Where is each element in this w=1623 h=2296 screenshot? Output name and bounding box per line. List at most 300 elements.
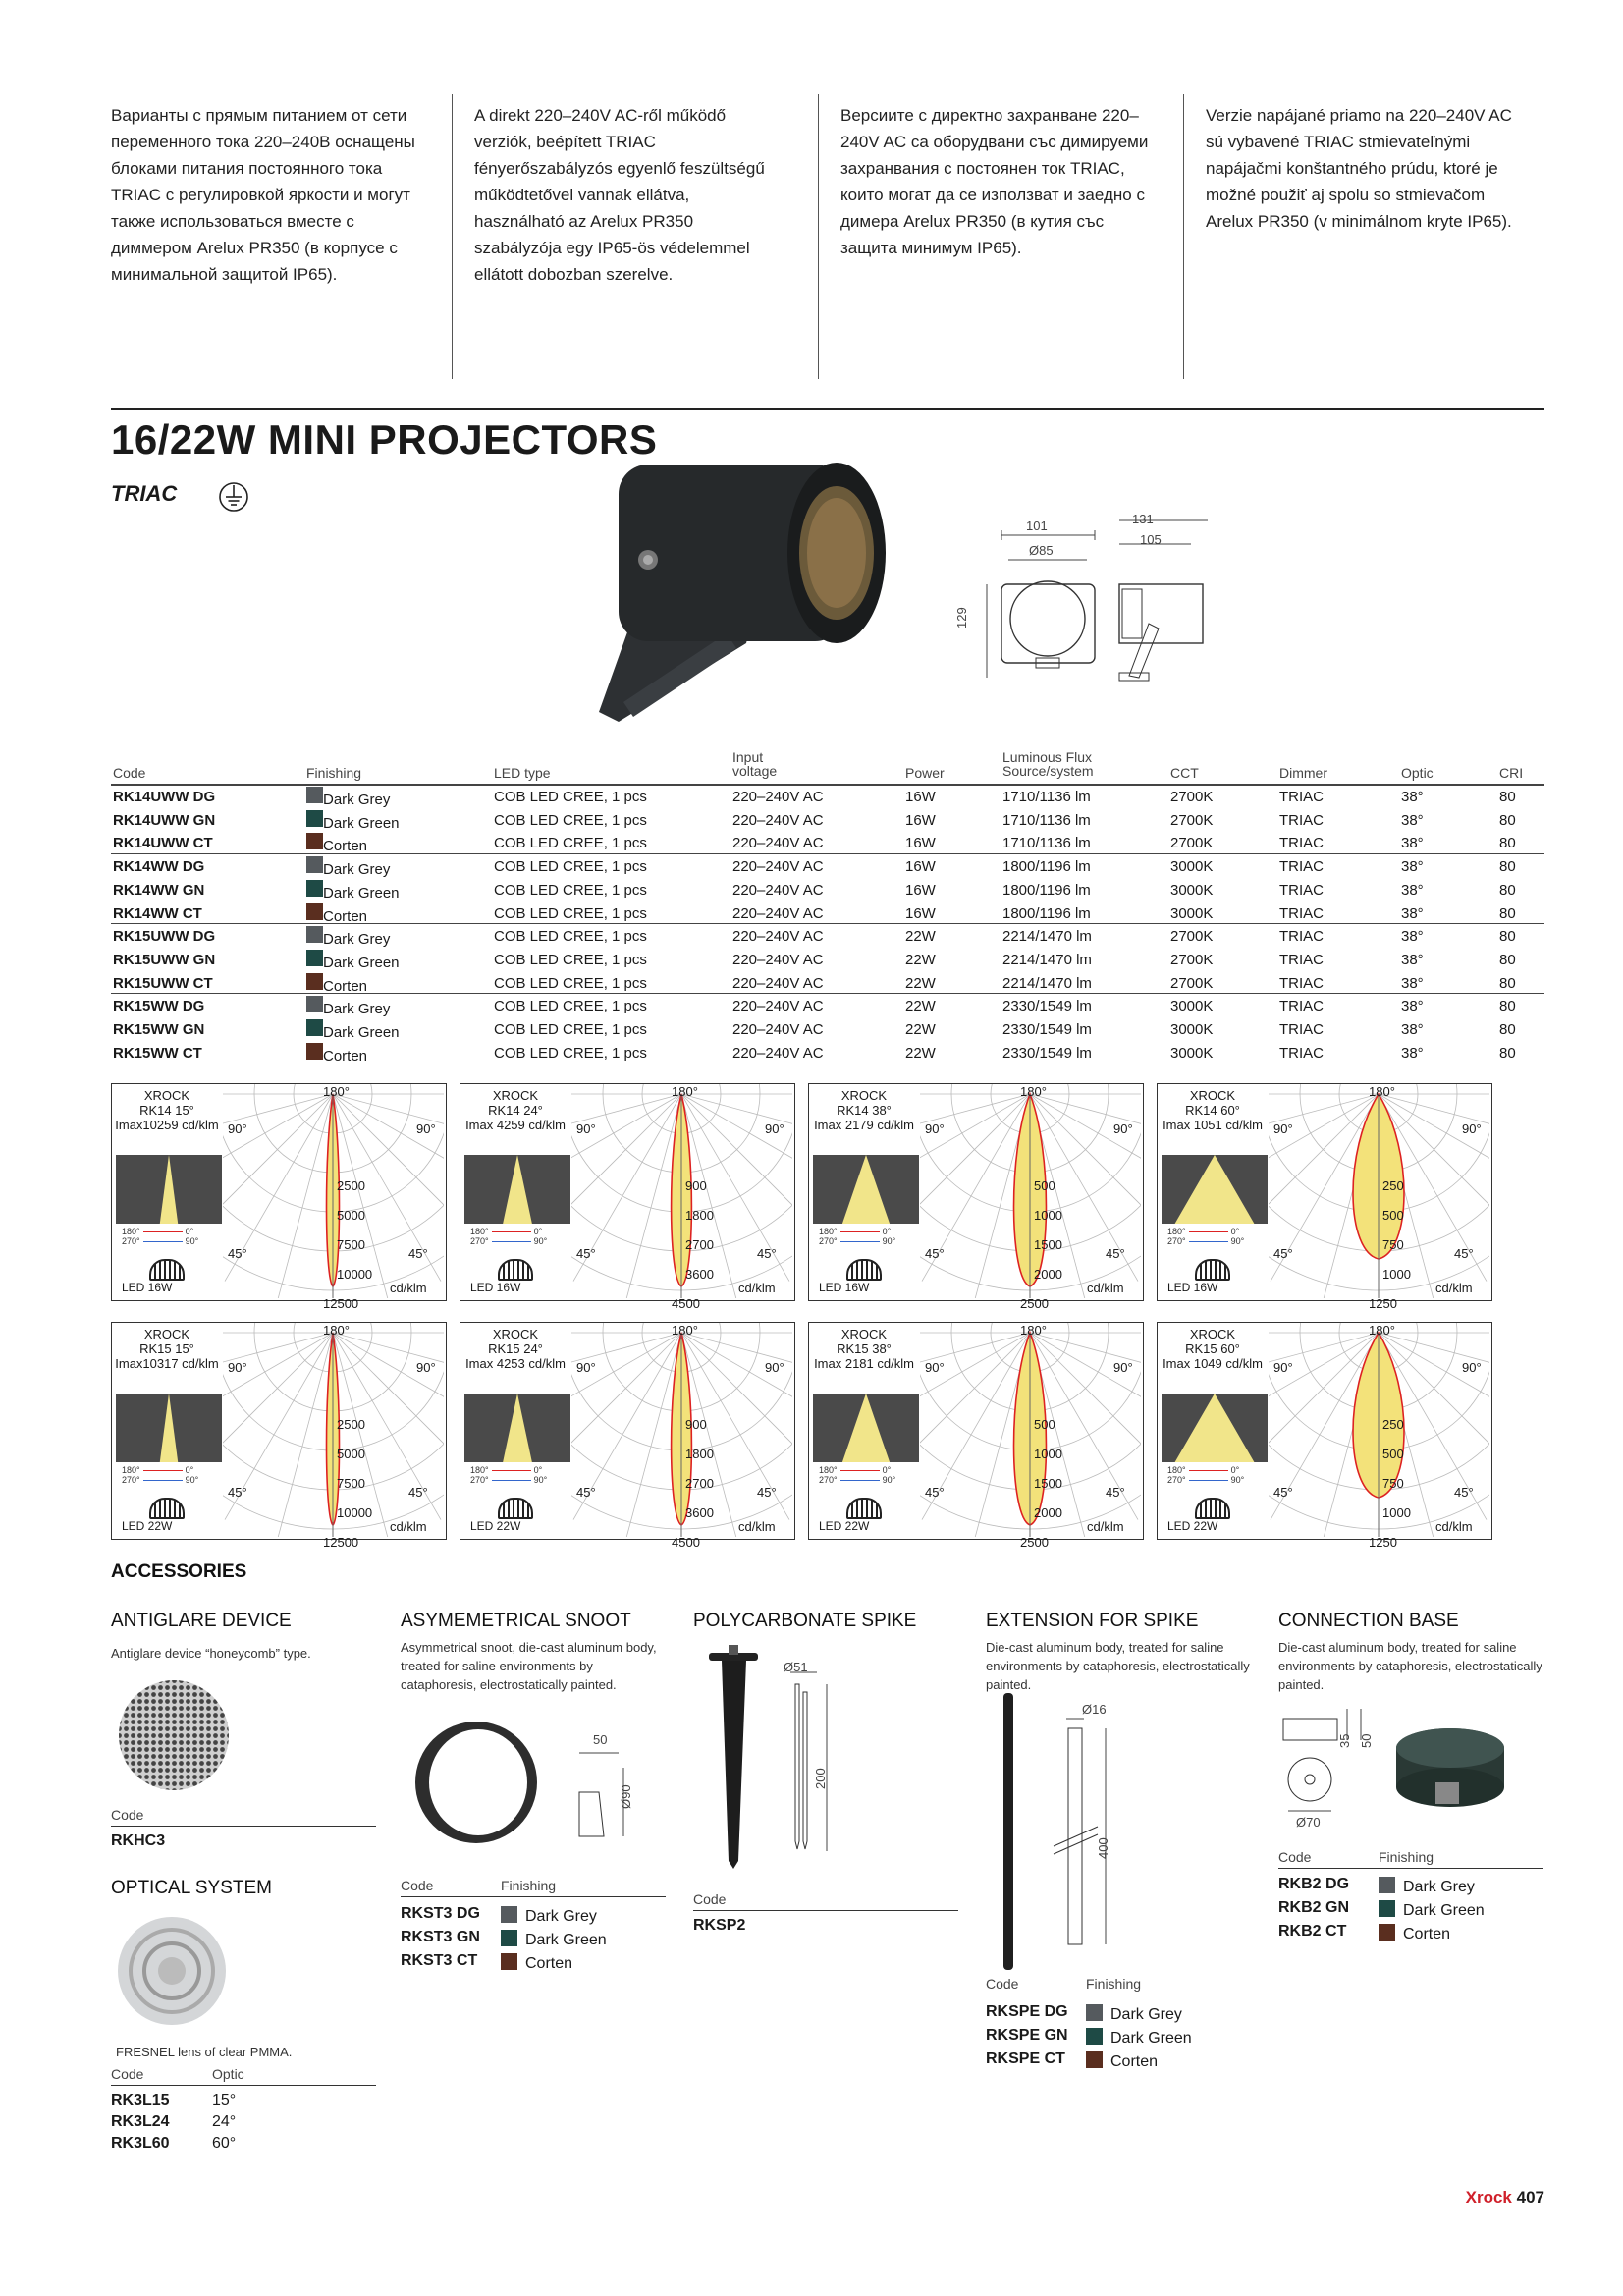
ring-label: 3600 <box>685 1267 714 1282</box>
ring-label: 10000 <box>337 1267 373 1282</box>
cell-optic: 38° <box>1401 951 1424 968</box>
beam-preview <box>813 1155 919 1224</box>
spike-code: RKSP2 <box>693 1917 746 1934</box>
ring-label: 10000 <box>337 1505 373 1520</box>
cell-volt: 220–240V AC <box>732 835 824 852</box>
cell-code: RK15WW DG <box>113 998 205 1015</box>
table-row <box>111 786 1544 808</box>
angle-top: 180° <box>1020 1323 1047 1338</box>
cell-dim: TRIAC <box>1279 974 1324 992</box>
legend-red-line <box>1189 1231 1228 1232</box>
optical-code: RK3L24 <box>111 2113 170 2130</box>
cell-flux: 2214/1470 lm <box>1002 974 1092 992</box>
beam-preview <box>116 1394 222 1462</box>
cell-cri: 80 <box>1499 1044 1516 1062</box>
ring-label: 1800 <box>685 1447 714 1461</box>
panel-model: RK15 60° <box>1185 1341 1240 1356</box>
accessory-code: RKSPE DG <box>986 2003 1068 2020</box>
legend-row <box>819 1475 895 1485</box>
ring-label: 5000 <box>337 1447 365 1461</box>
legend-row <box>819 1236 895 1246</box>
photometric-panel <box>808 1322 1144 1550</box>
beam-cone <box>116 1155 222 1224</box>
cell-code: RK14UWW CT <box>113 835 213 852</box>
accessory-code: RKST3 CT <box>401 1952 478 1969</box>
panel-led: LED 22W <box>470 1519 521 1533</box>
legend-d: 90° <box>1230 1475 1245 1485</box>
cell-dim: TRIAC <box>1279 998 1324 1015</box>
panel-imax: Imax10259 cd/klm <box>115 1118 219 1132</box>
led-icon <box>149 1498 185 1519</box>
cell-finish: Corten <box>323 907 368 925</box>
accessories-title: ACCESSORIES <box>111 1561 247 1582</box>
angle-right: 90° <box>1462 1360 1482 1375</box>
legend-b: 0° <box>882 1465 892 1475</box>
cell-optic: 38° <box>1401 789 1424 805</box>
cell-power: 22W <box>905 1021 936 1038</box>
cell-volt: 220–240V AC <box>732 998 824 1015</box>
th-code: Code <box>113 765 146 781</box>
legend-a: 180° <box>1167 1465 1186 1475</box>
cell-finish: Corten <box>323 977 368 995</box>
cell-led: COB LED CREE, 1 pcs <box>494 789 647 805</box>
cell-flux: 2330/1549 lm <box>1002 1044 1092 1062</box>
cell-finish: Dark Green <box>323 814 400 832</box>
polar-diagram <box>920 1084 1141 1298</box>
panel-led: LED 22W <box>819 1519 870 1533</box>
legend-red-line <box>492 1470 531 1471</box>
cell-code: RK15WW CT <box>113 1044 202 1062</box>
angle-top: 180° <box>323 1323 350 1338</box>
cell-finish: Dark Green <box>323 1024 400 1041</box>
cell-led: COB LED CREE, 1 pcs <box>494 1044 647 1062</box>
unit-label: cd/klm <box>1087 1281 1124 1295</box>
angle-right: 90° <box>1462 1121 1482 1136</box>
cell-cct: 2700K <box>1170 951 1214 968</box>
cell-cct: 3000K <box>1170 1044 1214 1062</box>
cell-flux: 2330/1549 lm <box>1002 1021 1092 1038</box>
ring-label: 750 <box>1382 1476 1404 1491</box>
panel-legend <box>122 1227 198 1246</box>
panel-legend <box>819 1465 895 1485</box>
angle-low-right: 45° <box>1106 1246 1125 1261</box>
ring-label: 2000 <box>1034 1505 1062 1520</box>
finish-swatch <box>306 1019 323 1036</box>
angle-left: 90° <box>925 1121 945 1136</box>
ring-label: 2700 <box>685 1476 714 1491</box>
photometric-panel <box>460 1083 795 1311</box>
column-divider <box>818 94 819 379</box>
cell-flux: 1710/1136 lm <box>1002 811 1091 829</box>
optical-code: RK3L60 <box>111 2135 170 2152</box>
legend-a: 180° <box>1167 1227 1186 1236</box>
cell-flux: 2330/1549 lm <box>1002 998 1092 1015</box>
led-icon <box>846 1498 882 1519</box>
led-icon <box>149 1259 185 1281</box>
panel-label <box>112 1327 222 1371</box>
ring-label: 2500 <box>1020 1296 1049 1311</box>
snoot-desc: Asymmetrical snoot, die-cast aluminum body, treated for saline environments by cataphoresis, electrostatically painted. <box>401 1640 657 1692</box>
optical-code: RK3L15 <box>111 2092 170 2108</box>
extension-image <box>990 1689 1147 1974</box>
unit-label: cd/klm <box>1435 1281 1473 1295</box>
cell-volt: 220–240V AC <box>732 974 824 992</box>
cell-dim: TRIAC <box>1279 1021 1324 1038</box>
ring-label: 1000 <box>1034 1208 1062 1223</box>
panel-legend <box>470 1227 547 1246</box>
dim-depth: 105 <box>1140 532 1162 547</box>
ring-label: 1000 <box>1382 1267 1411 1282</box>
cell-volt: 220–240V AC <box>732 951 824 968</box>
cell-code: RK14UWW GN <box>113 811 216 829</box>
panel-imax: Imax 4253 cd/klm <box>465 1356 566 1371</box>
panel-brand: XROCK <box>492 1088 539 1103</box>
legend-d: 90° <box>185 1236 199 1246</box>
accessory-code: RKST3 DG <box>401 1905 480 1922</box>
accessory-code: RKB2 GN <box>1278 1899 1350 1916</box>
polar-diagram <box>223 1323 444 1537</box>
panel-label <box>1158 1327 1268 1371</box>
panel-model: RK14 60° <box>1185 1103 1240 1118</box>
cell-cri: 80 <box>1499 904 1516 922</box>
cell-led: COB LED CREE, 1 pcs <box>494 951 647 968</box>
cell-finish: Dark Green <box>323 954 400 971</box>
ring-label: 1250 <box>1369 1535 1397 1550</box>
table-row <box>111 925 1544 948</box>
legend-b: 0° <box>533 1465 543 1475</box>
snoot-rule <box>401 1896 666 1897</box>
beam-preview <box>1162 1394 1268 1462</box>
legend-blue-line <box>1189 1480 1228 1481</box>
table-row <box>111 949 1544 971</box>
intro-text-ru: Варианты с прямым питанием от сети переменного тока 220–240В оснащены блоками питания постоянного тока TRIAC с регулировкой яркости и могут также использоваться вместе с диммером Arelux PR350 (в корпусе с минимальной защитой IP65). <box>111 106 415 284</box>
base-finishing-label: Finishing <box>1379 1849 1434 1865</box>
base-dim-d: Ø70 <box>1296 1815 1321 1830</box>
panel-label <box>1158 1088 1268 1132</box>
legend-row <box>122 1475 198 1485</box>
table-row <box>111 879 1544 902</box>
polar-diagram <box>1269 1084 1489 1298</box>
panel-imax: Imax 4259 cd/klm <box>465 1118 566 1132</box>
legend-b: 0° <box>185 1465 194 1475</box>
ring-label: 2500 <box>337 1178 365 1193</box>
cell-finish: Corten <box>323 838 368 855</box>
accessory-code: RKSPE CT <box>986 2050 1065 2067</box>
legend-d: 90° <box>533 1475 548 1485</box>
panel-brand: XROCK <box>1189 1327 1236 1341</box>
spike-image <box>697 1645 854 1871</box>
ring-label: 7500 <box>337 1476 365 1491</box>
legend-red-line <box>143 1470 183 1471</box>
ring-label: 1000 <box>1382 1505 1411 1520</box>
finish-swatch <box>306 833 323 849</box>
angle-left: 90° <box>1273 1360 1293 1375</box>
photometric-panel <box>111 1083 447 1311</box>
cell-code: RK15UWW CT <box>113 974 213 992</box>
cell-flux: 1800/1196 lm <box>1002 858 1091 876</box>
spike-dim-h: 200 <box>813 1768 828 1789</box>
table-row <box>111 972 1544 995</box>
legend-c: 270° <box>1167 1236 1186 1246</box>
photometric-panel <box>111 1322 447 1550</box>
optical-desc: FRESNEL lens of clear PMMA. <box>116 2045 293 2059</box>
cell-optic: 38° <box>1401 998 1424 1015</box>
cell-code: RK15WW GN <box>113 1021 205 1038</box>
cell-power: 16W <box>905 881 936 899</box>
cell-dim: TRIAC <box>1279 881 1324 899</box>
accessory-code: RKSPE GN <box>986 2027 1068 2044</box>
cell-power: 22W <box>905 998 936 1015</box>
th-flux: Luminous Flux <box>1002 749 1093 765</box>
ring-label: 500 <box>1382 1208 1404 1223</box>
angle-low-right: 45° <box>408 1246 428 1261</box>
accessory-code: RKB2 CT <box>1278 1923 1347 1940</box>
cell-cri: 80 <box>1499 998 1516 1015</box>
angle-top: 180° <box>1369 1084 1395 1099</box>
polar-diagram <box>223 1084 444 1298</box>
th-input: Input <box>732 749 764 765</box>
cell-dim: TRIAC <box>1279 951 1324 968</box>
ring-label: 5000 <box>337 1208 365 1223</box>
cell-cri: 80 <box>1499 858 1516 876</box>
finish-swatch <box>306 926 323 943</box>
panel-model: RK14 15° <box>139 1103 194 1118</box>
legend-row <box>470 1475 547 1485</box>
ring-label: 2500 <box>1020 1535 1049 1550</box>
panel-legend <box>1167 1465 1244 1485</box>
cell-power: 16W <box>905 835 936 852</box>
cell-led: COB LED CREE, 1 pcs <box>494 974 647 992</box>
accessory-finish: Dark Grey <box>1110 2006 1182 2023</box>
cell-dim: TRIAC <box>1279 904 1324 922</box>
th-voltage: voltage <box>732 763 778 779</box>
th-optic: Optic <box>1401 765 1434 781</box>
base-code-label: Code <box>1278 1849 1312 1865</box>
legend-b: 0° <box>1230 1227 1240 1236</box>
base-desc: Die-cast aluminum body, treated for saline environments by cataphoresis, electrostatically painted. <box>1278 1640 1542 1692</box>
angle-low-left: 45° <box>576 1485 596 1500</box>
finish-swatch <box>306 903 323 920</box>
angle-low-left: 45° <box>228 1485 247 1500</box>
legend-d: 90° <box>882 1475 896 1485</box>
angle-low-left: 45° <box>1273 1246 1293 1261</box>
legend-c: 270° <box>122 1236 140 1246</box>
cell-finish: Dark Grey <box>323 792 391 808</box>
accessory-code: RKST3 GN <box>401 1929 480 1945</box>
beam-preview <box>813 1394 919 1462</box>
beam-preview <box>116 1155 222 1224</box>
page-title: 16/22W MINI PROJECTORS <box>111 416 658 463</box>
table-row <box>111 809 1544 832</box>
cell-cri: 80 <box>1499 881 1516 899</box>
cell-cct: 2700K <box>1170 835 1214 852</box>
legend-b: 0° <box>185 1227 194 1236</box>
angle-top: 180° <box>672 1084 698 1099</box>
legend-row <box>470 1465 547 1475</box>
legend-row <box>470 1227 547 1236</box>
beam-cone <box>1162 1155 1268 1224</box>
panel-brand: XROCK <box>840 1088 888 1103</box>
base-dim-a: 35 <box>1337 1733 1352 1748</box>
angle-top: 180° <box>1020 1084 1047 1099</box>
finish-swatch <box>1086 2051 1103 2068</box>
spike-rule <box>693 1910 958 1911</box>
optical-title: OPTICAL SYSTEM <box>111 1878 272 1898</box>
cell-power: 22W <box>905 974 936 992</box>
cell-cri: 80 <box>1499 974 1516 992</box>
ring-label: 900 <box>685 1417 707 1432</box>
cell-optic: 38° <box>1401 858 1424 876</box>
cell-volt: 220–240V AC <box>732 1044 824 1062</box>
ring-label: 750 <box>1382 1237 1404 1252</box>
table-row <box>111 902 1544 925</box>
unit-label: cd/klm <box>390 1519 427 1534</box>
legend-b: 0° <box>533 1227 543 1236</box>
panel-imax: Imax 2179 cd/klm <box>814 1118 914 1132</box>
snoot-finishing-label: Finishing <box>501 1878 557 1893</box>
th-power: Power <box>905 765 945 781</box>
cell-code: RK14WW DG <box>113 858 205 876</box>
beam-cone <box>813 1155 919 1224</box>
legend-d: 90° <box>533 1236 548 1246</box>
ring-label: 3600 <box>685 1505 714 1520</box>
extension-title: EXTENSION FOR SPIKE <box>986 1611 1199 1631</box>
angle-low-left: 45° <box>925 1485 945 1500</box>
cell-code: RK14UWW DG <box>113 789 216 805</box>
angle-right: 90° <box>1113 1360 1133 1375</box>
subtitle-triac: TRIAC <box>111 481 178 506</box>
cell-cct: 3000K <box>1170 904 1214 922</box>
th-finishing: Finishing <box>306 765 362 781</box>
panel-legend <box>470 1465 547 1485</box>
led-icon <box>498 1498 533 1519</box>
angle-low-left: 45° <box>228 1246 247 1261</box>
extension-code-label: Code <box>986 1976 1019 1992</box>
legend-blue-line <box>143 1241 183 1242</box>
optical-angle: 60° <box>212 2135 237 2152</box>
cell-optic: 38° <box>1401 835 1424 852</box>
snoot-title: ASYMEMETRICAL SNOOT <box>401 1611 631 1631</box>
legend-c: 270° <box>470 1475 489 1485</box>
cell-cct: 2700K <box>1170 928 1214 946</box>
cell-cri: 80 <box>1499 1021 1516 1038</box>
ring-label: 2500 <box>337 1417 365 1432</box>
finish-swatch <box>306 810 323 827</box>
ring-label: 500 <box>1382 1447 1404 1461</box>
extension-dim-d: Ø16 <box>1082 1702 1107 1717</box>
photometric-panel <box>460 1322 795 1550</box>
legend-row <box>122 1227 198 1236</box>
angle-top: 180° <box>1369 1323 1395 1338</box>
cell-volt: 220–240V AC <box>732 881 824 899</box>
cell-optic: 38° <box>1401 974 1424 992</box>
cell-cct: 2700K <box>1170 974 1214 992</box>
cell-dim: TRIAC <box>1279 811 1324 829</box>
cell-cri: 80 <box>1499 811 1516 829</box>
panel-label <box>460 1088 570 1132</box>
finish-swatch <box>1379 1877 1395 1893</box>
angle-low-right: 45° <box>757 1246 777 1261</box>
cell-volt: 220–240V AC <box>732 904 824 922</box>
th-cct: CCT <box>1170 765 1199 781</box>
angle-top: 180° <box>323 1084 350 1099</box>
cell-cri: 80 <box>1499 951 1516 968</box>
angle-left: 90° <box>576 1121 596 1136</box>
legend-row <box>1167 1475 1244 1485</box>
dim-depth-total: 131 <box>1132 512 1154 526</box>
panel-model: RK15 24° <box>488 1341 543 1356</box>
angle-right: 90° <box>765 1360 784 1375</box>
accessory-finish: Corten <box>1110 2053 1159 2070</box>
legend-a: 180° <box>122 1465 140 1475</box>
panel-brand: XROCK <box>143 1088 190 1103</box>
cell-volt: 220–240V AC <box>732 811 824 829</box>
panel-imax: Imax 2181 cd/klm <box>814 1356 914 1371</box>
panel-legend <box>122 1465 198 1485</box>
polar-diagram <box>571 1084 792 1298</box>
panel-brand: XROCK <box>143 1327 190 1341</box>
photometric-panel <box>1157 1083 1492 1311</box>
panel-label <box>112 1088 222 1132</box>
legend-row <box>1167 1236 1244 1246</box>
legend-red-line <box>143 1231 183 1232</box>
accessory-finish: Dark Grey <box>525 1908 597 1925</box>
cell-finish: Dark Grey <box>323 1001 391 1018</box>
beam-cone <box>1162 1394 1268 1462</box>
legend-d: 90° <box>882 1236 896 1246</box>
optical-rule <box>111 2085 376 2086</box>
spike-code-label: Code <box>693 1891 727 1907</box>
spec-table-header <box>111 746 1544 782</box>
legend-b: 0° <box>882 1227 892 1236</box>
photometric-panel <box>808 1083 1144 1311</box>
snoot-code-label: Code <box>401 1878 434 1893</box>
legend-a: 180° <box>819 1465 838 1475</box>
finish-swatch <box>501 1906 517 1923</box>
legend-row <box>122 1236 198 1246</box>
cell-optic: 38° <box>1401 1021 1424 1038</box>
legend-row <box>470 1236 547 1246</box>
th-source: Source/system <box>1002 763 1094 779</box>
cell-led: COB LED CREE, 1 pcs <box>494 835 647 852</box>
legend-c: 270° <box>122 1475 140 1485</box>
cell-finish: Dark Grey <box>323 931 391 949</box>
antiglare-code: RKHC3 <box>111 1832 166 1849</box>
legend-blue-line <box>492 1480 531 1481</box>
cell-led: COB LED CREE, 1 pcs <box>494 904 647 922</box>
cell-flux: 2214/1470 lm <box>1002 951 1092 968</box>
cell-power: 22W <box>905 928 936 946</box>
snoot-dim-w: 50 <box>593 1732 608 1747</box>
ring-label: 2000 <box>1034 1267 1062 1282</box>
cell-flux: 1710/1136 lm <box>1002 835 1091 852</box>
legend-d: 90° <box>185 1475 199 1485</box>
cell-led: COB LED CREE, 1 pcs <box>494 811 647 829</box>
legend-blue-line <box>840 1241 880 1242</box>
cell-code: RK14WW GN <box>113 881 205 899</box>
intro-text-sk: Verzie napájané priamo na 220–240V AC sú vybavené TRIAC stmievateľnými napájačmi konštantného prúdu, ktoré je možné použiť aj spolu so stmievačom Arelux PR350 (v minimálnom kryte IP65). <box>1206 106 1512 231</box>
angle-low-right: 45° <box>1454 1485 1474 1500</box>
cell-volt: 220–240V AC <box>732 858 824 876</box>
beam-cone <box>813 1394 919 1462</box>
angle-low-left: 45° <box>925 1246 945 1261</box>
led-icon <box>1195 1498 1230 1519</box>
antiglare-desc: Antiglare device “honeycomb” type. <box>111 1646 311 1661</box>
angle-low-right: 45° <box>1454 1246 1474 1261</box>
footer-page: 407 <box>1516 2188 1544 2207</box>
th-cri: CRI <box>1499 765 1524 781</box>
cell-cri: 80 <box>1499 928 1516 946</box>
